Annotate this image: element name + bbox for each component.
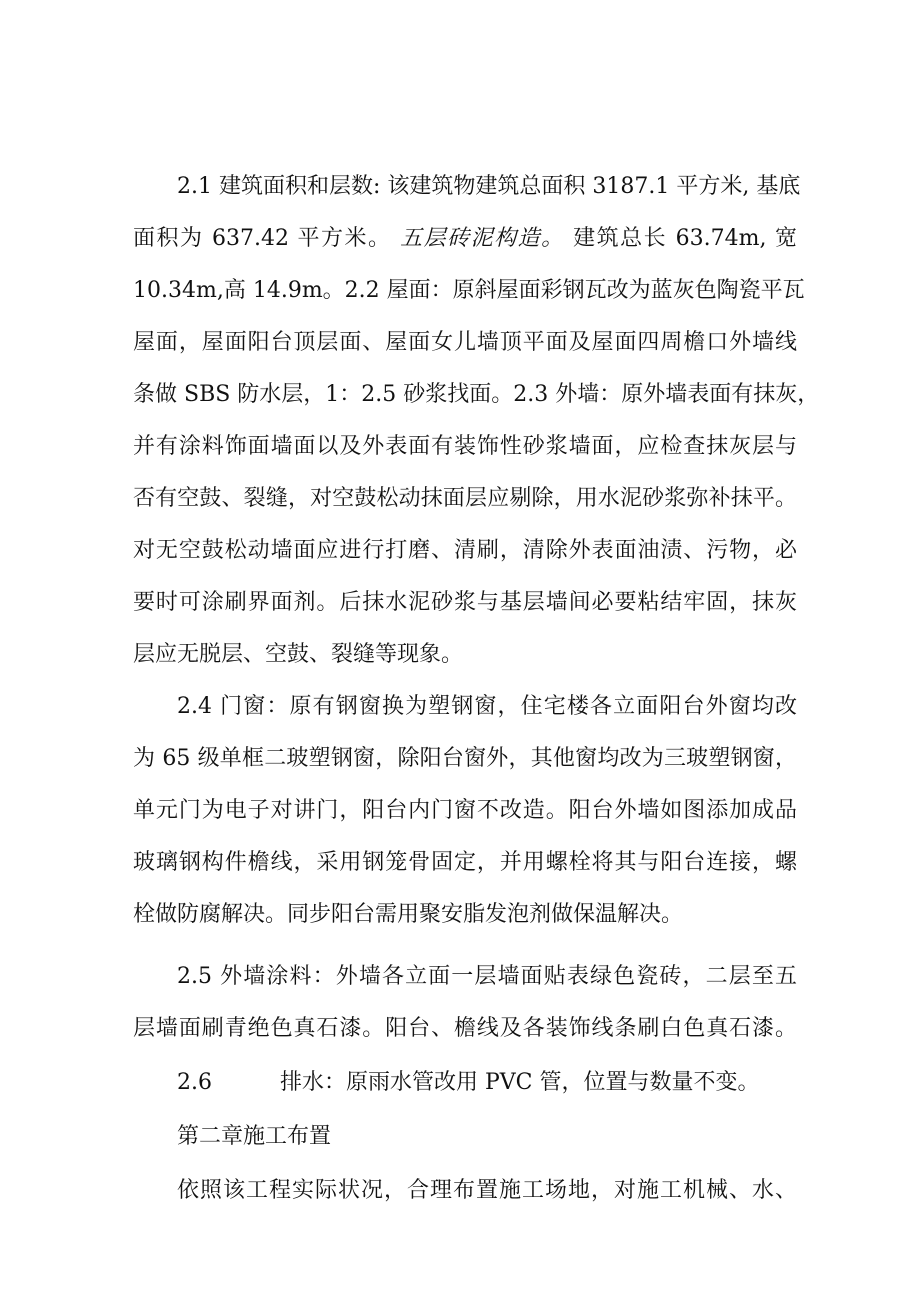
paragraph-2-1-line-5: 条做 SBS 防水层，1：2.5 砂浆找面。2.3 外墙：原外墙表面有抹灰， [133,382,820,407]
paragraph-2-4-line-1: 2.4 门窗：原有钢窗换为塑钢窗，住宅楼各立面阳台外窗均改 [177,694,797,719]
paragraph-2-4-line-5: 栓做防腐解决。同步阳台需用聚安脂发泡剂做保温解决。 [133,902,684,927]
paragraph-2-1-line-2 [133,224,797,254]
text-span: 面积为 637.42 平方米。 [133,226,392,251]
paragraph-2-6 [177,1068,760,1098]
text-span: 排水：原雨水管改用 PVC 管，位置与数量不变。 [280,1070,760,1095]
paragraph-2-4-line-2: 为 65 级单框二玻塑钢窗，除阳台窗外，其他窗均改为三玻塑钢窗， [133,746,797,771]
paragraph-2-1-line-3: 10.34m,高 14.9m。2.2 屋面：原斜屋面彩钢瓦改为蓝灰色陶瓷平瓦 [133,278,805,303]
paragraph-2-1-line-9: 要时可涂刷界面剂。后抹水泥砂浆与基层墙间必要粘结牢固，抹灰 [133,590,797,615]
paragraph-2-1-line-4: 屋面，屋面阳台顶层面、屋面女儿墙顶平面及屋面四周檐口外墙线 [133,330,797,355]
paragraph-2-1-line-1: 2.1 建筑面积和层数: 该建筑物建筑总面积 3187.1 平方米, 基底 [177,174,801,199]
paragraph-2-4-line-4: 玻璃钢构件檐线，采用钢笼骨固定，并用螺栓将其与阳台连接，螺 [133,850,797,875]
text-span: 建筑总长 63.74m, 宽 [573,226,798,251]
intro-paragraph-line-1: 依照该工程实际状况，合理布置施工场地，对施工机械、水、 [177,1178,797,1203]
paragraph-2-5-line-1: 2.5 外墙涂料：外墙各立面一层墙面贴表绿色瓷砖，二层至五 [177,964,797,989]
paragraph-2-1-line-7: 否有空鼓、裂缝，对空鼓松动抹面层应剔除，用水泥砂浆弥补抹平。 [133,486,797,511]
paragraph-2-4-line-3: 单元门为电子对讲门，阳台内门窗不改造。阳台外墙如图添加成品 [133,798,797,823]
paragraph-2-1-line-8: 对无空鼓松动墙面应进行打磨、清刷，清除外表面油渍、污物，必 [133,538,797,563]
paragraph-2-1-line-10: 层应无脱层、空鼓、裂缝等现象。 [133,642,464,667]
paragraph-2-1-line-6: 并有涂料饰面墙面以及外表面有装饰性砂浆墙面，应检查抹灰层与 [133,434,797,459]
paragraph-2-5-line-2: 层墙面刷青绝色真石漆。阳台、檐线及各装饰线条刷白色真石漆。 [133,1016,797,1041]
italic-text-span: 五层砖泥构造。 [400,226,565,251]
section-number: 2.6 [177,1070,212,1095]
chapter-heading: 第二章施工布置 [177,1124,332,1149]
